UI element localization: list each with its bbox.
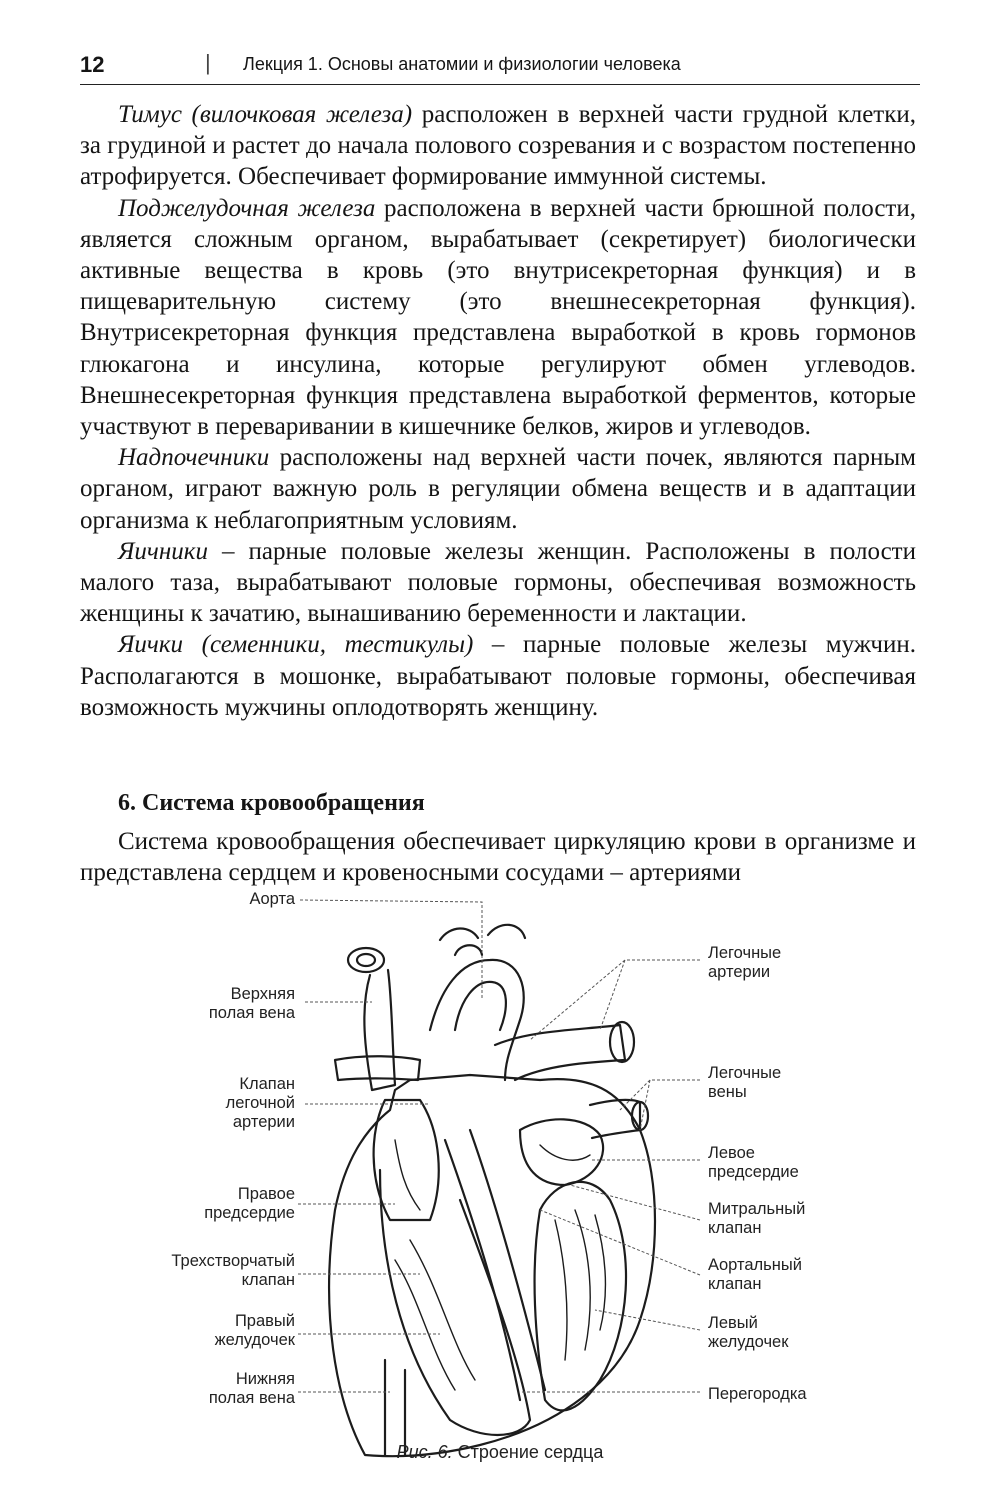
paragraph-ovaries: Яичники – парные половые железы женщин. Расположены в полости малого таза, вырабатывают половые гормоны, обеспечивая возможность женщины к зачатию, вынашиванию беременности и лактации. — [80, 537, 916, 628]
section-heading: 6. Система кровообращения — [118, 790, 425, 816]
label-left-ventricle: Левый желудочек — [708, 1314, 789, 1351]
paragraph-adrenal: Надпочечники расположены над верхней части почек, являются парным органом, играют важную роль в регуляции обмена веществ и в адаптации организма к неблагоприятным условиям. — [80, 444, 916, 534]
label-right-ventricle: Правый желудочек — [214, 1312, 295, 1349]
term-testes: Яички (семенники, тестикулы) — [118, 631, 474, 659]
label-tricuspid-valve: Трехстворчатый клапан — [171, 1252, 295, 1289]
running-title: Лекция 1. Основы анатомии и физиологии человека — [243, 54, 681, 74]
figure-caption — [0, 1442, 1000, 1463]
heart-figure — [0, 880, 1000, 1460]
paragraph-thymus: Тимус (вилочковая железа) расположен в верхней части грудной клетки, за грудиной и растет до начала полового созревания и с возрастом постепенно атрофируется. Обеспечивает формирование иммунной системы. — [80, 101, 916, 191]
caption-text: Строение сердца — [452, 1442, 604, 1462]
septum — [445, 1140, 520, 1400]
svc-opening — [348, 948, 384, 972]
label-ivc: Нижняя полая вена — [208, 1370, 295, 1407]
label-svc: Верхняя полая вена — [208, 985, 295, 1022]
body-text — [80, 99, 916, 723]
term-pancreas: Поджелудочная железа — [118, 194, 376, 222]
label-aorta: Аорта — [249, 890, 295, 908]
label-aortic-valve: Аортальный клапан — [708, 1256, 802, 1293]
label-septum: Перегородка — [708, 1385, 807, 1403]
paragraph-testes: Яички (семенники, тестикулы) – парные половые железы мужчин. Располагаются в мошонке, вырабатывают половые гормоны, обеспечивая возможность мужчины оплодотворять женщину. — [80, 631, 916, 721]
heart-outline — [329, 1075, 655, 1456]
label-right-atrium: Правое предсердие — [204, 1185, 295, 1222]
right-ventricle — [380, 1170, 530, 1435]
svc-vessel — [364, 970, 395, 1090]
label-mitral-valve: Митральный клапан — [708, 1200, 806, 1237]
page-number: 12 — [80, 52, 105, 77]
label-pulmonary-arteries: Легочные артерии — [708, 944, 782, 981]
header-separator: | — [205, 50, 211, 75]
term-adrenal: Надпочечники — [118, 444, 270, 472]
right-atrium — [374, 1100, 439, 1220]
left-ventricle — [535, 1182, 626, 1411]
running-header — [80, 48, 920, 85]
left-atrium — [520, 1119, 603, 1185]
aorta-vessel — [430, 960, 524, 1080]
label-left-atrium: Левое предсердие — [708, 1144, 799, 1181]
caption-prefix: Рис. 6. — [396, 1442, 453, 1462]
ivc-vessel — [385, 1360, 405, 1455]
label-pulmonary-valve: Клапан легочной артерии — [225, 1075, 295, 1131]
section-intro: Система кровообращения обеспечивает циркуляцию крови в организме и представлена сердцем и кровеносными сосудами – артериями — [80, 828, 916, 887]
term-thymus: Тимус (вилочковая железа) — [118, 101, 413, 128]
label-pulmonary-veins: Легочные вены — [708, 1064, 782, 1101]
term-ovaries: Яичники — [118, 537, 208, 565]
paragraph-pancreas: Поджелудочная железа расположена в верхней части брюшной полости, является сложным органом, вырабатывает (секретирует) биологически активные вещества в кровь (это внутрисекреторная функция) и в пищеварительную систему (это внешнесекреторная функция). Внутрисекреторная функция представлена выработкой в кровь гормонов глюкагона и инсулина, которые регулируют обмен углеводов. Внешнесекреторная функция представлена выработкой ферментов, которые участвуют в переваривании в кишечнике белков, жиров и углеводов. — [80, 194, 916, 441]
